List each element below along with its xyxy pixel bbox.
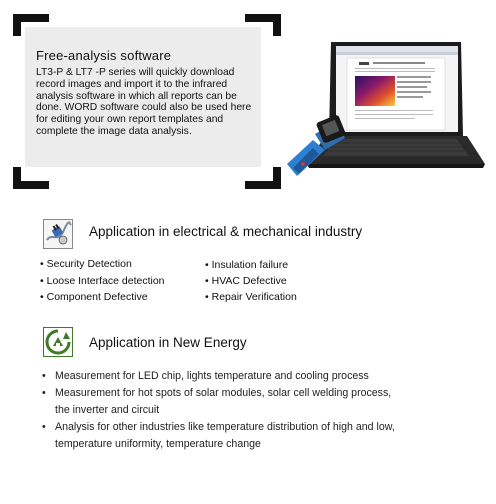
bullet: • [205,291,209,303]
corner-bracket-bottom-right [245,167,281,189]
list-item [40,275,165,287]
list-item [42,368,462,385]
list-item-label: Measurement for hot spots of solar modules, solar cell welding process, [55,387,392,399]
laptop-thermal-camera-image [285,38,485,188]
list-item-label: Component Defective [46,291,148,303]
list-item-label: Insulation failure [211,259,289,271]
list-item-label: HVAC Defective [211,275,287,287]
list-item-label: Measurement for LED chip, lights temperature and cooling process [55,370,369,382]
energy-items [42,368,462,453]
bullet: • [42,387,46,399]
list-item [42,385,462,402]
list-item [42,419,462,436]
energy-section-title: Application in New Energy [89,335,247,350]
corner-bracket-top-left [13,14,49,36]
info-line: record images and import it to the infrared [36,78,228,90]
bullet: • [40,291,44,303]
info-title: Free-analysis software [36,48,172,63]
list-item-label: Analysis for other industries like temperature distribution of high and low, [55,421,395,433]
info-line: LT3-P & LT7 -P series will quickly download [36,67,235,78]
list-item-label: Repair Verification [211,291,297,303]
bullet: • [42,421,46,433]
bullet: • [205,259,209,271]
corner-bracket-bottom-left [13,167,49,189]
info-line: complete the image data analysis. [36,125,192,137]
list-item [205,259,288,271]
info-body [36,67,266,138]
info-line: analysis software in which all reports can be [36,90,237,102]
electrical-plug-icon [43,219,73,249]
list-item-continuation: temperature uniformity, temperature change [55,438,261,450]
list-item [205,291,297,303]
bullet: • [40,258,44,270]
new-energy-recycle-icon [43,327,73,357]
bullet: • [40,275,44,287]
list-item [205,275,287,287]
corner-bracket-top-right [245,14,281,36]
list-item-label: Security Detection [46,258,132,270]
list-item [40,291,148,303]
list-item-continuation: the inverter and circuit [55,404,160,416]
electrical-section-title: Application in electrical & mechanical industry [89,224,363,239]
info-line: for editing your own report templates and [36,114,224,126]
list-item [40,258,132,270]
bullet: • [42,370,46,382]
list-item-label: Loose Interface detection [46,275,165,287]
bullet: • [205,275,209,287]
info-line: done. WORD software could also be used here [36,102,252,114]
